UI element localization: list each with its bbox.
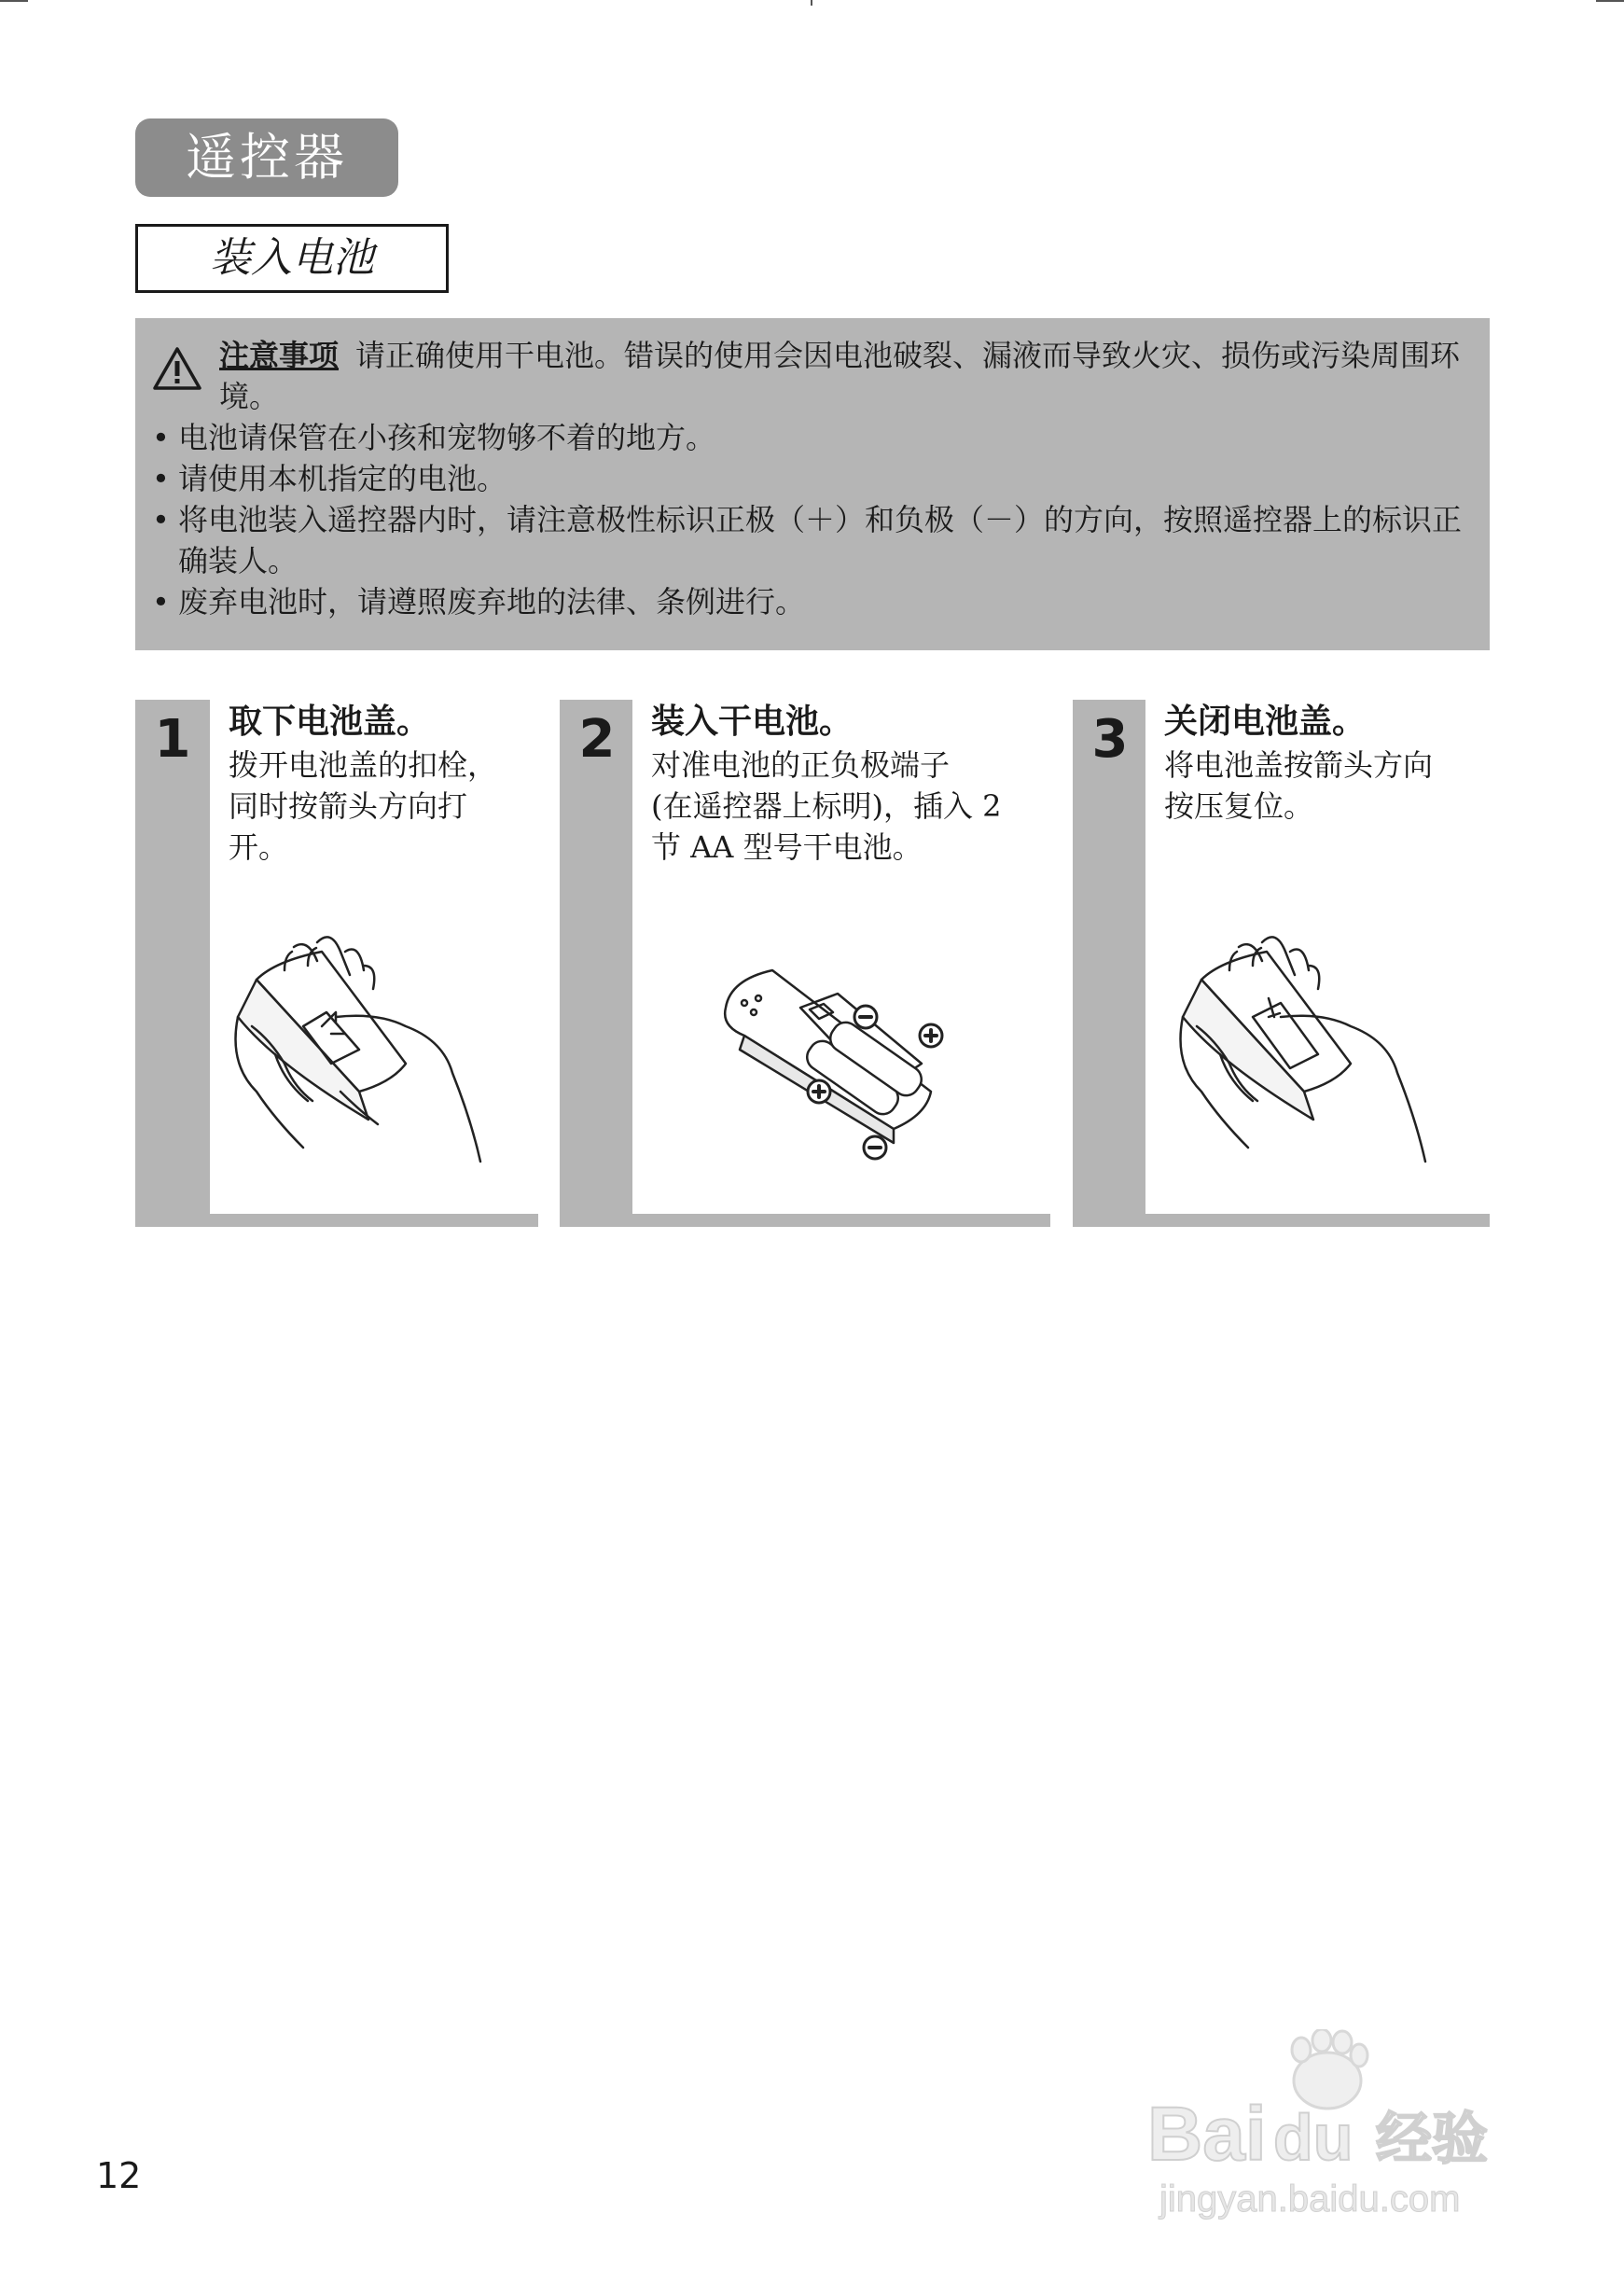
baidu-jingyan-watermark-logo — [1143, 2029, 1562, 2225]
caution-item: • 电池请保管在小孩和宠物够不着的地方。 — [152, 417, 1471, 458]
step-description — [229, 745, 497, 868]
step-card-3 — [1073, 700, 1490, 1227]
warning-triangle-icon — [152, 346, 202, 391]
remote-close-cover-illustration — [1164, 924, 1463, 1204]
caution-list — [152, 417, 1471, 622]
crop-mark-top-left — [0, 0, 28, 2]
caution-item: • 废弃电池时，请遵照废弃地的法律、条例进行。 — [152, 581, 1471, 622]
step-card-2 — [560, 700, 1050, 1227]
step-title: 取下电池盖。 — [229, 703, 431, 741]
step-description — [651, 745, 1002, 868]
step-content — [210, 700, 538, 1214]
page-number: 12 — [96, 2155, 142, 2196]
svg-text:du: du — [1273, 2101, 1353, 2174]
step-title: 装入干电池。 — [651, 703, 854, 741]
svg-text:经验: 经验 — [1376, 2107, 1488, 2172]
subsection-title: 装入电池 — [135, 224, 449, 293]
caution-intro-block — [152, 335, 1471, 417]
section-title: 遥控器 — [135, 118, 398, 197]
crop-mark-top-right — [1596, 0, 1624, 2]
svg-text:Bai: Bai — [1147, 2092, 1267, 2177]
step-description-line: 将电池盖按箭头方向 — [1164, 747, 1434, 783]
step-description-line: 对准电池的正负极端子 — [651, 747, 951, 783]
step-description-line: 拨开电池盖的扣栓， — [229, 747, 498, 783]
step-card-1 — [135, 700, 538, 1227]
step-description-line: 按压复位。 — [1164, 788, 1314, 824]
step-title: 关闭电池盖。 — [1164, 703, 1367, 741]
crop-mark-top-center — [811, 0, 812, 6]
caution-item: • 将电池装入遥控器内时，请注意极性标识正极（＋）和负极（－）的方向，按照遥控器上的标识正确装人。 — [152, 499, 1471, 581]
caution-item: • 请使用本机指定的电池。 — [152, 458, 1471, 499]
svg-text:jingyan.baidu.com: jingyan.baidu.com — [1159, 2179, 1461, 2220]
step-number: 2 — [578, 709, 616, 770]
caution-heading: 注意事项 — [219, 338, 340, 373]
step-content — [632, 700, 1050, 1214]
step-number: 3 — [1091, 709, 1129, 770]
step-description-line: 开。 — [229, 829, 289, 865]
remote-open-cover-illustration — [219, 924, 518, 1204]
step-description — [1164, 745, 1433, 827]
step-content — [1145, 700, 1490, 1214]
caution-intro-text: 请正确使用干电池。错误的使用会因电池破裂、漏液而导致火灾、损伤或污染周围环境。 — [219, 338, 1461, 414]
step-description-line: 同时按箭头方向打 — [229, 788, 468, 824]
remote-insert-batteries-illustration — [707, 952, 1043, 1194]
step-description-line: (在遥控器上标明)，插入 2 — [651, 788, 1002, 824]
caution-panel — [135, 318, 1490, 650]
step-description-line: 节 AA 型号干电池。 — [651, 829, 923, 865]
step-number: 1 — [154, 709, 191, 770]
